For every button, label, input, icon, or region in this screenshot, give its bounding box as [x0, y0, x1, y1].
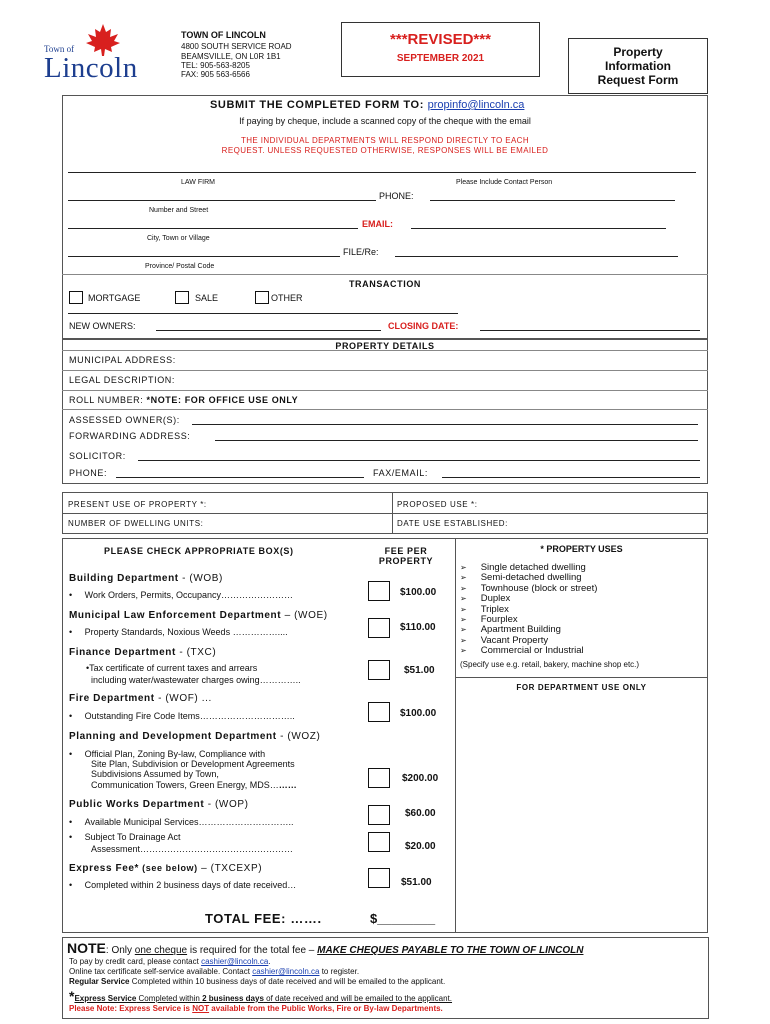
solicitor-phone-label: PHONE:: [69, 468, 108, 478]
property-use-item: [460, 614, 518, 625]
city-label: City, Town or Village: [147, 235, 210, 242]
property-use-item: [460, 593, 510, 604]
municipal-label[interactable]: MUNICIPAL ADDRESS:: [69, 355, 176, 365]
property-use-label: Fourplex: [480, 614, 518, 625]
property-use-label: Apartment Building: [480, 624, 561, 636]
finance-heading: Finance Department - (TXC): [69, 647, 217, 658]
divider: [62, 274, 708, 275]
new-owners-label: NEW OWNERS:: [69, 321, 136, 331]
notes-left-rule: [62, 937, 63, 1019]
other-checkbox[interactable]: [255, 291, 269, 304]
contact-section: [62, 95, 708, 340]
logo: [42, 22, 170, 84]
property-use-label: Triplex: [480, 603, 509, 615]
law-fee: $110.00: [400, 622, 436, 633]
arrow-bullet-icon: ➢: [460, 594, 467, 604]
fax-email-line[interactable]: [442, 477, 700, 478]
planning-item-2: Site Plan, Subdivision or Development Agreements: [91, 759, 295, 769]
present-use-label[interactable]: PRESENT USE OF PROPERTY *:: [68, 500, 207, 509]
property-use-item: [460, 635, 548, 646]
mortgage-checkbox[interactable]: [69, 291, 83, 304]
number-street-label: Number and Street: [149, 207, 209, 214]
express-item: • Completed within 2 business days of date received…: [69, 880, 297, 890]
forwarding-label: FORWARDING ADDRESS:: [69, 431, 191, 441]
divider: [62, 390, 708, 391]
uses-hdivider: [455, 677, 708, 678]
finance-item-1: •Tax certificate of current taxes and arrears: [86, 663, 258, 673]
planning-fee: $200.00: [402, 773, 439, 784]
property-use-label: Semi-detached dwelling: [480, 572, 582, 584]
notes-bottom-rule: [62, 1018, 708, 1019]
property-use-item: [460, 624, 561, 635]
planning-item-4: Communication Towers, Green Energy, MDS………: [91, 780, 297, 790]
arrow-bullet-icon: ➢: [460, 563, 467, 572]
respond-line-2: REQUEST. UNLESS REQUESTED OTHERWISE, RESPONSES WILL BE EMAILED: [221, 146, 549, 155]
property-use-item: [460, 583, 597, 594]
total-fee-value[interactable]: $________: [370, 911, 436, 926]
assessed-label: ASSESSED OWNER(S):: [69, 415, 180, 425]
property-uses-title: * PROPERTY USES: [540, 544, 623, 554]
works-checkbox-2[interactable]: [368, 832, 390, 852]
arrow-bullet-icon: ➢: [460, 615, 467, 624]
note-top-rule: [62, 937, 708, 938]
revised-date: SEPTEMBER 2021: [396, 53, 485, 64]
check-header: PLEASE CHECK APPROPRIATE BOX(S): [104, 546, 294, 556]
fax-email-label: FAX/EMAIL:: [373, 468, 429, 478]
submit-label: SUBMIT THE COMPLETED FORM TO: propinfo@lincoln.ca: [210, 99, 525, 111]
sale-checkbox[interactable]: [175, 291, 189, 304]
arrow-bullet-icon: ➢: [460, 604, 467, 614]
law-firm-line[interactable]: [68, 172, 696, 173]
forwarding-line[interactable]: [215, 440, 698, 441]
credit-email-link[interactable]: cashier@lincoln.ca: [201, 957, 269, 966]
fire-fee: $100.00: [400, 708, 437, 719]
property-use-item: [460, 572, 582, 583]
works-fee-1: $60.00: [405, 808, 436, 819]
law-checkbox[interactable]: [368, 618, 390, 638]
contact-person-label: Please Include Contact Person: [456, 179, 553, 186]
new-owners-line[interactable]: [156, 330, 381, 331]
divider: [62, 409, 708, 410]
fee-header-1: FEE PER: [384, 546, 428, 556]
express-checkbox[interactable]: [368, 868, 390, 888]
finance-fee: $51.00: [404, 665, 435, 676]
fax: FAX: 905 563-6566: [181, 70, 250, 79]
town-name: TOWN OF LINCOLN: [181, 30, 266, 40]
file-re-line[interactable]: [395, 256, 678, 257]
province-line[interactable]: [68, 256, 340, 257]
property-use-label: Commercial or Industrial: [480, 645, 584, 657]
telephone: TEL: 905-563-8205: [181, 61, 250, 70]
law-item: • Property Standards, Noxious Weeds ……………....: [69, 627, 288, 637]
finance-checkbox[interactable]: [368, 660, 390, 680]
revised-box: [341, 22, 540, 77]
fire-heading: Fire Department - (WOF) ...: [69, 693, 212, 704]
property-use-item: [460, 562, 586, 573]
works-fee-2: $20.00: [405, 841, 436, 852]
law-firm-label: LAW FIRM: [181, 179, 215, 186]
notes-right-rule: [708, 937, 709, 1019]
form-title-3: Request Form: [597, 73, 679, 87]
address-line-1: 4800 SOUTH SERVICE ROAD: [181, 42, 292, 51]
express-fee: $51.00: [401, 877, 432, 888]
department-use-label: FOR DEPARTMENT USE ONLY: [516, 683, 647, 692]
fire-checkbox[interactable]: [368, 702, 390, 722]
arrow-bullet-icon: ➢: [460, 573, 467, 583]
arrow-bullet-icon: ➢: [460, 583, 467, 593]
online-email-link[interactable]: cashier@lincoln.ca: [252, 967, 320, 976]
cheque-note: If paying by cheque, include a scanned copy of the cheque with the email: [239, 116, 531, 126]
dwelling-units-label[interactable]: NUMBER OF DWELLING UNITS:: [68, 519, 204, 528]
building-fee: $100.00: [400, 587, 437, 598]
phone-line[interactable]: [430, 200, 675, 201]
form-title-2: Information: [605, 59, 671, 73]
planning-item-3: Subdivisions Assumed by Town,: [91, 769, 219, 779]
law-heading: Municipal Law Enforcement Department – (WOE): [69, 610, 328, 621]
express-heading: Express Fee* (see below) – (TXCEXP): [69, 863, 263, 874]
works-item-1: • Available Municipal Services…………………………..: [69, 817, 294, 827]
city-line[interactable]: [68, 228, 358, 229]
property-use-label: Vacant Property: [480, 634, 549, 646]
date-use-label[interactable]: DATE USE ESTABLISHED:: [397, 519, 508, 528]
email-label: EMAIL:: [362, 219, 393, 229]
solicitor-phone-line[interactable]: [116, 477, 364, 478]
respond-line-1: THE INDIVIDUAL DEPARTMENTS WILL RESPOND DIRECTLY TO EACH: [240, 136, 530, 145]
regular-service-line: Regular Service Completed within 10 business days of date received and will be emailed to the applicant.: [69, 977, 446, 986]
property-use-label: Duplex: [480, 593, 511, 605]
arrow-bullet-icon: ➢: [460, 646, 467, 656]
legal-label[interactable]: LEGAL DESCRIPTION:: [69, 375, 175, 385]
solicitor-line[interactable]: [138, 460, 700, 461]
revised-label: ***REVISED***: [390, 31, 491, 48]
email-line[interactable]: [411, 228, 666, 229]
building-item: • Work Orders, Permits, Occupancy……………………: [69, 590, 294, 600]
building-heading: Building Department - (WOB): [69, 573, 223, 584]
fire-item: • Outstanding Fire Code Items…………………………..: [69, 711, 295, 721]
property-title: PROPERTY DETAILS: [335, 341, 435, 351]
finance-item-2: including water/wastewater charges owing…………..: [91, 675, 301, 685]
assessed-line[interactable]: [192, 424, 698, 425]
divider: [62, 370, 708, 371]
works-checkbox-1[interactable]: [368, 805, 390, 825]
credit-card-line: To pay by credit card, please contact cashier@lincoln.ca.: [69, 957, 271, 966]
roll-number-row[interactable]: ROLL NUMBER: *NOTE: FOR OFFICE USE ONLY: [69, 395, 299, 405]
arrow-bullet-icon: ➢: [460, 635, 467, 645]
logo-big-text: Lincoln: [44, 52, 138, 84]
works-item-2b: Assessment……………………………………………: [91, 844, 294, 854]
online-line: Online tax certificate self-service available. Contact cashier@lincoln.ca to register.: [69, 967, 360, 976]
transaction-title: TRANSACTION: [348, 279, 422, 289]
mortgage-label: MORTGAGE: [88, 293, 141, 303]
total-fee-label: TOTAL FEE: …….: [205, 911, 322, 926]
note-line: NOTE: Only one cheque is required for the total fee – MAKE CHEQUES PAYABLE TO THE TOWN OF LINCOLN: [67, 940, 584, 956]
logo-small-text: Town of: [44, 44, 75, 54]
planning-heading: Planning and Development Department - (WOZ): [69, 731, 321, 742]
please-note-line: Please Note: Express Service is NOT available from the Public Works, Fire or By-law Departments.: [69, 1004, 443, 1013]
solicitor-label: SOLICITOR:: [69, 451, 126, 461]
form-title-box: [568, 38, 708, 94]
sale-label: SALE: [195, 293, 219, 303]
fee-header-2: PROPERTY: [378, 556, 434, 566]
other-line[interactable]: [68, 313, 458, 314]
phone-label: PHONE:: [379, 191, 414, 201]
property-use-item: [460, 645, 584, 656]
fees-vdivider: [455, 538, 456, 933]
express-service-line: *Express Service Completed within 2 business days of date received and will be emailed to the applicant.: [69, 988, 453, 1004]
province-label: Province/ Postal Code: [145, 263, 215, 270]
address-line-2: BEAMSVILLE, ON L0R 1B1: [181, 52, 281, 61]
file-re-label: FILE/Re:: [343, 247, 379, 257]
form-title-1: Property: [613, 45, 663, 59]
divider: [62, 350, 708, 351]
property-use-label: Single detached dwelling: [480, 562, 586, 573]
building-checkbox[interactable]: [368, 581, 390, 601]
submit-email-link[interactable]: propinfo@lincoln.ca: [427, 99, 525, 111]
specify-use: (Specify use e.g. retail, bakery, machine shop etc.): [460, 660, 640, 669]
works-heading: Public Works Department - (WOP): [69, 799, 249, 810]
property-use-item: [460, 604, 509, 615]
use-table-hdivider: [62, 513, 708, 514]
other-label: OTHER: [271, 293, 303, 303]
closing-date-line[interactable]: [480, 330, 700, 331]
planning-checkbox[interactable]: [368, 768, 390, 788]
closing-date-label: CLOSING DATE:: [388, 321, 459, 331]
property-use-label: Townhouse (block or street): [480, 582, 598, 594]
street-line[interactable]: [68, 200, 376, 201]
arrow-bullet-icon: ➢: [460, 625, 467, 635]
proposed-use-label[interactable]: PROPOSED USE *:: [397, 500, 478, 509]
works-item-2a: • Subject To Drainage Act: [69, 832, 181, 842]
planning-item-1: • Official Plan, Zoning By-law, Compliance with: [69, 749, 266, 759]
